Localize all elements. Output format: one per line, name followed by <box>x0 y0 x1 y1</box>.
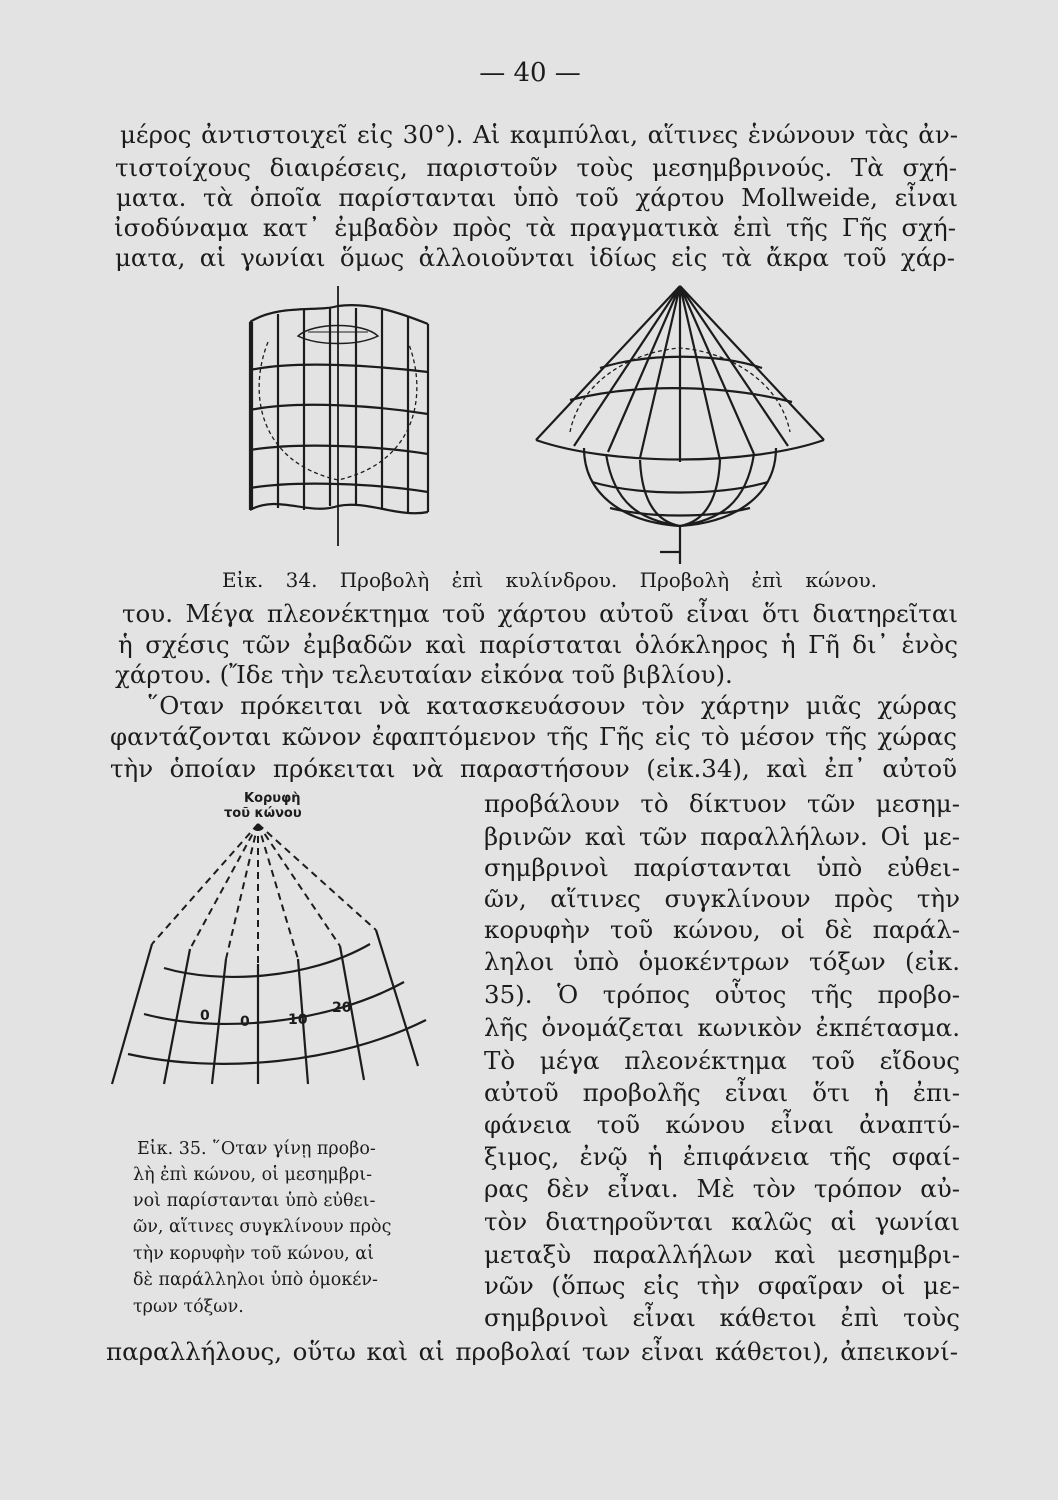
text-line: ματα, αἱ γωνίαι ὅμως ἀλλοιοῦνται ἰδίως εἰς τὰ ἄκρα τοῦ χάρ- <box>115 243 955 272</box>
text-line: κορυφὴν τοῦ κώνου, οἱ δὲ παράλ- <box>484 915 960 944</box>
text-line: του. Μέγα πλεονέκτημα τοῦ χάρτου αὐτοῦ εἶναι ὅτι διατηρεῖται <box>122 599 958 628</box>
figure-35-caption-line: Εἰκ. 35. ῞Οταν γίνῃ προβο- <box>137 1139 376 1159</box>
text-line: λῆς ὀνομάζεται κωνικὸν ἐκπέτασμα. <box>484 1013 960 1042</box>
text-line: ῶν, αἵτινες συγκλίνουν πρὸς τὴν <box>484 884 960 913</box>
text-line: μεταξὺ παραλλήλων καὶ μεσημβρι- <box>484 1240 960 1269</box>
figure-35-caption-line: τὴν κορυφὴν τοῦ κώνου, αἱ <box>133 1244 374 1264</box>
text-line: ληλοι ὑπὸ ὁμοκέντρων τόξων (εἰκ. <box>484 947 960 976</box>
text-line: μέρος ἀντιστοιχεῖ εἰς 30°). Αἱ καμπύλαι, αἵτινες ἑνώνουν τὰς ἀν- <box>120 120 958 149</box>
text-line: φαντάζονται κῶνον ἐφαπτόμενον τῆς Γῆς εἰς τὸ μέσον τῆς χώρας <box>110 722 957 751</box>
apex-label-line1: Κορυφὴ <box>244 791 301 806</box>
scale-label: 0 <box>200 1008 210 1024</box>
figure-35-caption-line: νοὶ παρίστανται ὑπὸ εὐθει- <box>133 1191 376 1211</box>
text-line: ἰσοδύναμα κατ᾽ ἐμβαδὸν πρὸς τὰ πραγματικὰ ἐπὶ τῆς Γῆς σχή- <box>114 213 956 242</box>
text-line: ῞Οταν πρόκειται νὰ κατασκευάσουν τὸν χάρτην μιᾶς χώρας <box>147 691 957 720</box>
text-line: τὴν ὁποίαν πρόκειται νὰ παραστήσουν (εἰκ.34), καὶ ἐπ᾽ αὐτοῦ <box>110 754 957 783</box>
figure-35-conic-projection <box>108 784 468 1134</box>
text-line: ματα. τὰ ὁποῖα παρίστανται ὑπὸ τοῦ χάρτου Mollweide, εἶναι <box>116 183 958 212</box>
text-line: ἡ σχέσις τῶν ἐμβαδῶν καὶ παρίσταται ὁλόκληρος ἡ Γῆ δι᾽ ἑνὸς <box>118 630 958 659</box>
page-number: — 40 — <box>479 58 581 88</box>
text-line: προβάλουν τὸ δίκτυον τῶν μεσημ- <box>484 789 960 818</box>
text-line: τιστοίχους διαιρέσεις, παριστοῦν τοὺς μεσημβρινούς. Τὰ σχή- <box>115 153 957 182</box>
text-line: 35). Ὁ τρόπος οὗτος τῆς προβο- <box>484 980 960 1009</box>
text-line: ξιμος, ἐνῷ ἡ ἐπιφάνεια τῆς σφαί- <box>484 1142 960 1171</box>
text-line: παραλλήλους, οὕτω καὶ αἱ προβολαί των εἶναι κάθετοι), ἀπεικονί- <box>106 1337 958 1366</box>
figure-35-caption-line: δὲ παράλληλοι ὑπὸ ὁμοκέν- <box>133 1270 378 1290</box>
figure-34-caption: Εἰκ. 34. Προβολὴ ἐπὶ κυλίνδρου. Προβολὴ ἐπὶ κώνου. <box>222 568 877 592</box>
scale-label: 10 <box>288 1012 308 1028</box>
text-line: χάρτου. (Ἴδε τὴν τελευταίαν εἰκόνα τοῦ βιβλίου). <box>115 660 733 689</box>
apex-label-line2: τοῦ κώνου <box>224 806 302 821</box>
text-line: αὐτοῦ προβολῆς εἶναι ὅτι ἡ ἐπι- <box>484 1078 960 1107</box>
text-line: τὸν διατηροῦνται καλῶς αἱ γωνίαι <box>484 1207 960 1236</box>
scale-label: 20 <box>332 1000 352 1016</box>
text-line: βρινῶν καὶ τῶν παραλλήλων. Οἱ με- <box>484 822 960 851</box>
text-line: ρας δὲν εἶναι. Μὲ τὸν τρόπον αὐ- <box>484 1174 960 1203</box>
text-line: Τὸ μέγα πλεονέκτημα τοῦ εἴδους <box>484 1046 960 1075</box>
figure-34-cone <box>530 282 830 568</box>
text-line: φάνεια τοῦ κώνου εἶναι ἀναπτύ- <box>484 1110 960 1139</box>
figure-34-cylinder <box>238 282 438 554</box>
text-line: νῶν (ὅπως εἰς τὴν σφαῖραν οἱ με- <box>484 1271 960 1300</box>
text-line: σημβρινοὶ εἶναι κάθετοι ἐπὶ τοὺς <box>484 1303 960 1332</box>
scale-label: 0 <box>240 1014 250 1030</box>
figure-35-caption-line: λὴ ἐπὶ κώνου, οἱ μεσημβρι- <box>133 1165 372 1185</box>
figure-35-caption-line: ῶν, αἵτινες συγκλίνουν πρὸς <box>133 1217 392 1237</box>
figure-35-caption-line: τρων τόξων. <box>133 1297 244 1317</box>
text-line: σημβρινοὶ παρίστανται ὑπὸ εὐθει- <box>484 853 960 882</box>
